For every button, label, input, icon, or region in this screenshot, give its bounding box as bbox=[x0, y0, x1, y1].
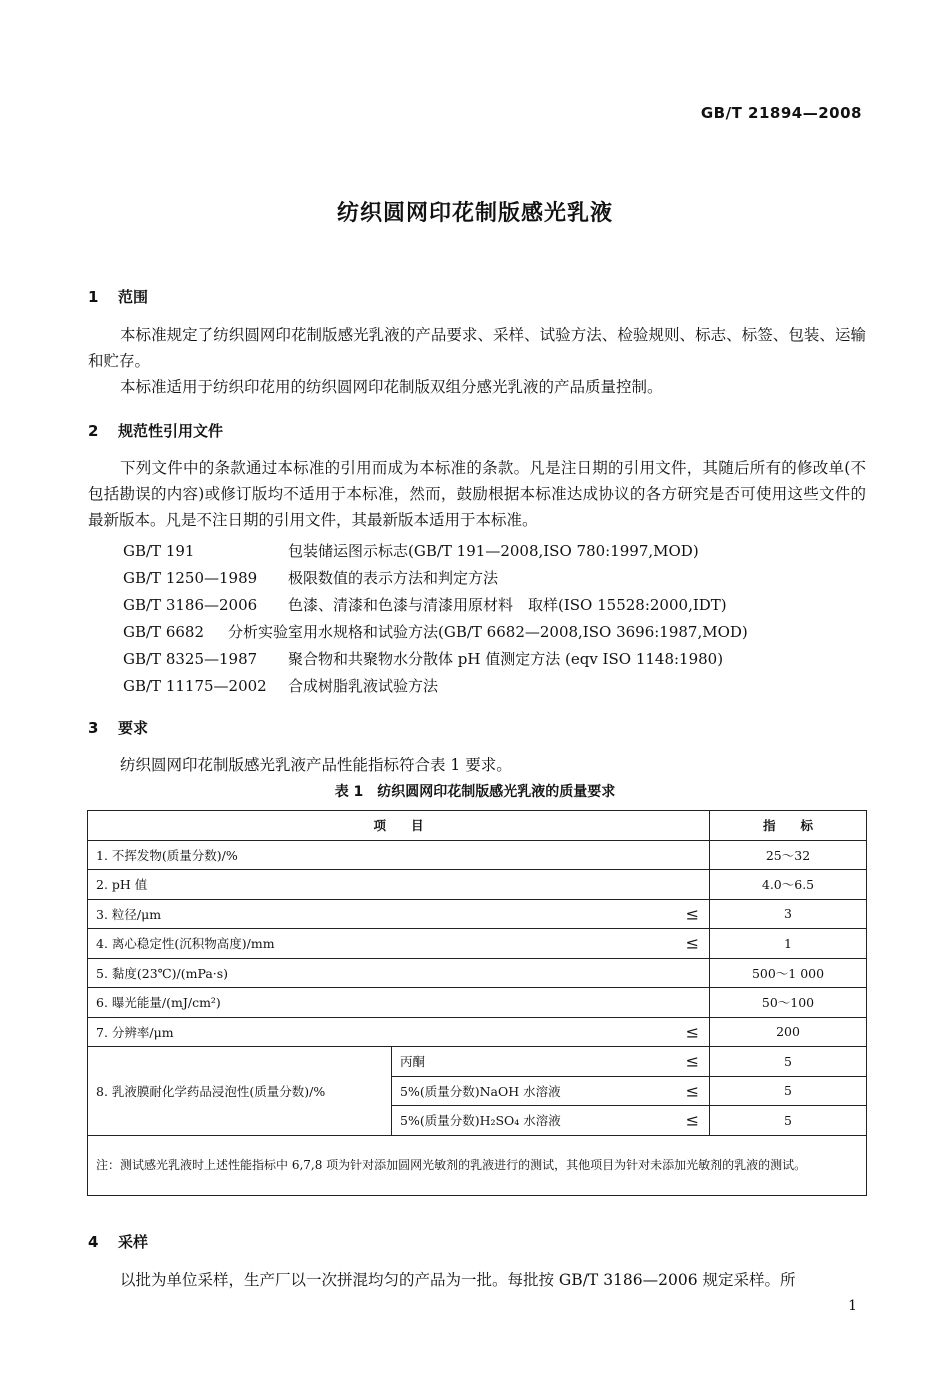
reference-item bbox=[123, 595, 727, 615]
row-subitem bbox=[392, 1076, 710, 1106]
less-equal-symbol: ≤ bbox=[685, 904, 700, 924]
document-title: 纺织圆网印花制版感光乳液 bbox=[336, 201, 613, 226]
row-item-label: 3. 粒径/μm bbox=[96, 906, 162, 922]
reference-code: GB/T 191 bbox=[123, 542, 195, 560]
reference-title: 包装储运图示标志(GB/T 191—2008,ISO 780:1997,MOD) bbox=[288, 542, 699, 560]
row-value: 200 bbox=[710, 1017, 867, 1047]
row-subitem-label: 丙酮 bbox=[400, 1054, 426, 1070]
row-subitem-label: 5%(质量分数)NaOH 水溶液 bbox=[400, 1083, 561, 1099]
section-4-paragraph-1: 以批为单位采样，生产厂以一次拼混均匀的产品为一批。每批按 GB/T 3186—2006 规定采样。所 bbox=[120, 1271, 796, 1289]
page-number: 1 bbox=[848, 1298, 857, 1314]
less-equal-symbol: ≤ bbox=[685, 933, 700, 953]
row-item-label: 6. 曝光能量/(mJ/cm²) bbox=[96, 995, 221, 1011]
table-note-row bbox=[88, 1135, 867, 1195]
reference-code: GB/T 3186—2006 bbox=[123, 596, 258, 614]
section-2-paragraph-1: 下列文件中的条款通过本标准的引用而成为本标准的条款。凡是注日期的引用文件，其随后所有的修改单(不包括勘误的内容)或修订版均不适用于本标准，然而，鼓励根据本标准达成协议的各方研究是否可使用这些文件的最新版本。凡是不注日期的引用文件，其最新版本适用于本标准。 bbox=[88, 459, 866, 529]
section-title: 范围 bbox=[118, 288, 149, 306]
less-equal-symbol: ≤ bbox=[685, 1081, 700, 1101]
section-4-heading bbox=[88, 1231, 148, 1252]
table-row bbox=[88, 929, 867, 959]
section-number: 1 bbox=[88, 288, 99, 306]
header-item: 项 目 bbox=[88, 811, 710, 841]
reference-title: 合成树脂乳液试验方法 bbox=[288, 677, 439, 695]
table-row bbox=[88, 840, 867, 870]
section-number: 4 bbox=[88, 1233, 99, 1251]
table-row bbox=[88, 899, 867, 929]
section-2-heading bbox=[88, 420, 223, 441]
row-item: 8. 乳液膜耐化学药品浸泡性(质量分数)/% bbox=[88, 1047, 392, 1136]
row-item bbox=[88, 958, 710, 988]
less-equal-symbol: ≤ bbox=[685, 1110, 700, 1130]
table-row bbox=[88, 870, 867, 900]
row-value: 5 bbox=[710, 1076, 867, 1106]
section-1-paragraph-1: 本标准规定了纺织圆网印花制版感光乳液的产品要求、采样、试验方法、检验规则、标志、标签、包装、运输和贮存。 bbox=[88, 326, 866, 370]
reference-item bbox=[123, 568, 498, 588]
row-item-label: 5. 黏度(23℃)/(mPa·s) bbox=[96, 965, 229, 981]
reference-title: 聚合物和共聚物水分散体 pH 值测定方法 (eqv ISO 1148:1980) bbox=[288, 650, 724, 668]
row-item bbox=[88, 870, 710, 900]
row-value: 1 bbox=[710, 929, 867, 959]
section-1-paragraph-2: 本标准适用于纺织印花用的纺织圆网印花制版双组分感光乳液的产品质量控制。 bbox=[120, 378, 663, 396]
row-value: 4.0～6.5 bbox=[710, 870, 867, 900]
row-value: 50～100 bbox=[710, 988, 867, 1018]
row-value: 500～1 000 bbox=[710, 958, 867, 988]
table-row bbox=[88, 1017, 867, 1047]
row-value: 5 bbox=[710, 1047, 867, 1077]
reference-code: GB/T 8325—1987 bbox=[123, 650, 258, 668]
row-item-label: 7. 分辨率/μm bbox=[96, 1024, 174, 1040]
section-title: 规范性引用文件 bbox=[118, 422, 224, 440]
table-note: 注：测试感光乳液时上述性能指标中 6,7,8 项为针对添加圆网光敏剂的乳液进行的测试，其他项目为针对未添加光敏剂的乳液的测试。 bbox=[88, 1135, 867, 1195]
reference-item bbox=[123, 541, 699, 561]
row-item-label: 4. 离心稳定性(沉积物高度)/mm bbox=[96, 936, 275, 952]
section-title: 采样 bbox=[118, 1233, 149, 1251]
less-equal-symbol: ≤ bbox=[685, 1022, 700, 1042]
table-header-row bbox=[88, 811, 867, 841]
row-value: 25～32 bbox=[710, 840, 867, 870]
row-item-label: 2. pH 值 bbox=[96, 877, 148, 893]
row-item-label: 1. 不挥发物(质量分数)/% bbox=[96, 847, 238, 863]
row-item bbox=[88, 988, 710, 1018]
reference-title: 色漆、清漆和色漆与清漆用原材料 取样(ISO 15528:2000,IDT) bbox=[288, 596, 727, 614]
reference-code: GB/T 11175—2002 bbox=[123, 677, 267, 695]
row-value: 3 bbox=[710, 899, 867, 929]
row-subitem bbox=[392, 1106, 710, 1136]
row-subitem bbox=[392, 1047, 710, 1077]
quality-requirements-table bbox=[87, 810, 867, 1196]
table-caption: 表 1 纺织圆网印花制版感光乳液的质量要求 bbox=[334, 784, 616, 800]
reference-item bbox=[123, 649, 723, 669]
section-number: 2 bbox=[88, 422, 99, 440]
row-item bbox=[88, 929, 710, 959]
table-row bbox=[88, 958, 867, 988]
header-value: 指 标 bbox=[710, 811, 867, 841]
reference-title: 极限数值的表示方法和判定方法 bbox=[288, 569, 499, 587]
table-row bbox=[88, 988, 867, 1018]
row-value: 5 bbox=[710, 1106, 867, 1136]
less-equal-symbol: ≤ bbox=[685, 1051, 700, 1071]
reference-title: 分析实验室用水规格和试验方法(GB/T 6682—2008,ISO 3696:1987,MOD) bbox=[228, 623, 748, 641]
reference-code: GB/T 6682 bbox=[123, 623, 205, 641]
section-number: 3 bbox=[88, 719, 99, 737]
table-row bbox=[88, 1047, 867, 1077]
row-item bbox=[88, 899, 710, 929]
section-1-heading bbox=[88, 286, 148, 307]
row-item bbox=[88, 1017, 710, 1047]
reference-item bbox=[123, 676, 438, 696]
reference-item bbox=[123, 622, 748, 642]
reference-code: GB/T 1250—1989 bbox=[123, 569, 258, 587]
standard-number: GB/T 21894—2008 bbox=[700, 104, 862, 122]
row-subitem-label: 5%(质量分数)H₂SO₄ 水溶液 bbox=[400, 1113, 561, 1129]
section-3-heading bbox=[88, 717, 148, 738]
row-item bbox=[88, 840, 710, 870]
section-title: 要求 bbox=[118, 719, 149, 737]
section-3-paragraph-1: 纺织圆网印花制版感光乳液产品性能指标符合表 1 要求。 bbox=[120, 756, 512, 774]
